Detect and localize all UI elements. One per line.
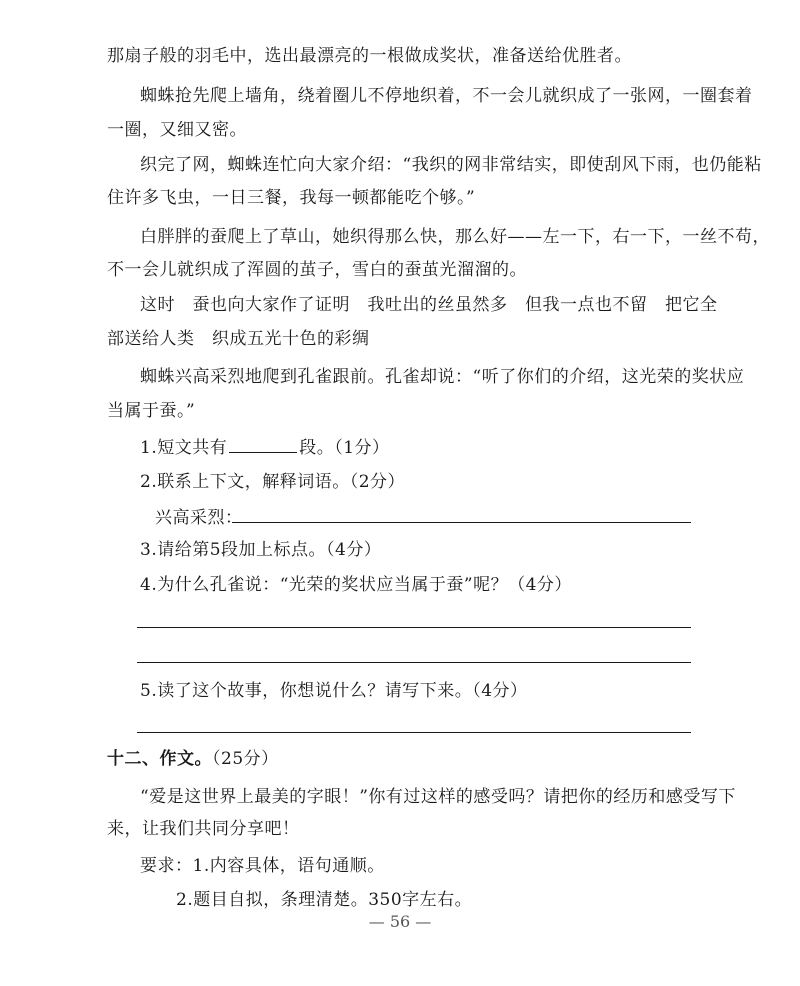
passage-line-10: 蜘蛛兴高采烈地爬到孔雀跟前。孔雀却说：“听了你们的介绍，这光荣的奖状应 bbox=[140, 367, 745, 387]
passage-line-11: 当属于蚕。” bbox=[107, 401, 196, 421]
question-1-suffix: 段。（1分） bbox=[299, 438, 390, 458]
question-5: 5.读了这个故事，你想说什么？请写下来。（4分） bbox=[140, 681, 528, 701]
passage-line-6: 白胖胖的蚕爬上了草山，她织得那么快，那么好——左一下，右一下，一丝不苟， bbox=[140, 227, 770, 247]
question-1-blank[interactable] bbox=[229, 436, 297, 453]
question-2-answer-line[interactable] bbox=[232, 522, 691, 523]
composition-heading bbox=[107, 747, 279, 771]
composition-score: （25分） bbox=[212, 749, 279, 769]
question-1-prefix: 1.短文共有 bbox=[140, 438, 228, 458]
question-2: 2.联系上下文，解释词语。（2分） bbox=[140, 472, 406, 492]
composition-prompt-line-2: 来，让我们共同分享吧！ bbox=[107, 819, 300, 839]
composition-requirement-2: 2.题目自拟，条理清楚。350字左右。 bbox=[176, 890, 473, 910]
question-2-term: 兴高采烈： bbox=[155, 508, 243, 528]
question-1 bbox=[140, 436, 390, 460]
question-4: 4.为什么孔雀说：“光荣的奖状应当属于蚕”呢？（4分） bbox=[140, 575, 572, 595]
page-number: — 56 — bbox=[368, 912, 432, 931]
passage-line-9: 部送给人类 织成五光十色的彩绸 bbox=[107, 329, 370, 349]
composition-requirement-1: 要求：1.内容具体，语句通顺。 bbox=[140, 856, 385, 876]
passage-line-8: 这时 蚕也向大家作了证明 我吐出的丝虽然多 但我一点也不留 把它全 bbox=[140, 295, 718, 315]
passage-line-3: 一圈，又细又密。 bbox=[107, 120, 247, 140]
question-5-answer-line[interactable] bbox=[137, 732, 691, 733]
passage-line-5: 住许多飞虫，一日三餐，我每一顿都能吃个够。” bbox=[107, 188, 476, 208]
composition-title: 十二、作文。 bbox=[107, 749, 212, 769]
passage-line-1: 那扇子般的羽毛中，选出最漂亮的一根做成奖状，准备送给优胜者。 bbox=[107, 46, 632, 66]
passage-line-7: 不一会儿就织成了浑圆的茧子，雪白的蚕茧光溜溜的。 bbox=[107, 260, 527, 280]
composition-prompt-line-1: “爱是这世界上最美的字眼！”你有过这样的感受吗？请把你的经历和感受写下 bbox=[140, 787, 736, 807]
question-3: 3.请给第5段加上标点。（4分） bbox=[140, 540, 382, 560]
question-4-answer-line-1[interactable] bbox=[137, 627, 691, 628]
passage-line-2: 蜘蛛抢先爬上墙角，绕着圈儿不停地织着，不一会儿就织成了一张网，一圈套着 bbox=[140, 86, 753, 106]
passage-line-4: 织完了网，蜘蛛连忙向大家介绍：“我织的网非常结实，即使刮风下雨，也仍能粘 bbox=[140, 155, 762, 175]
question-4-answer-line-2[interactable] bbox=[137, 662, 691, 663]
